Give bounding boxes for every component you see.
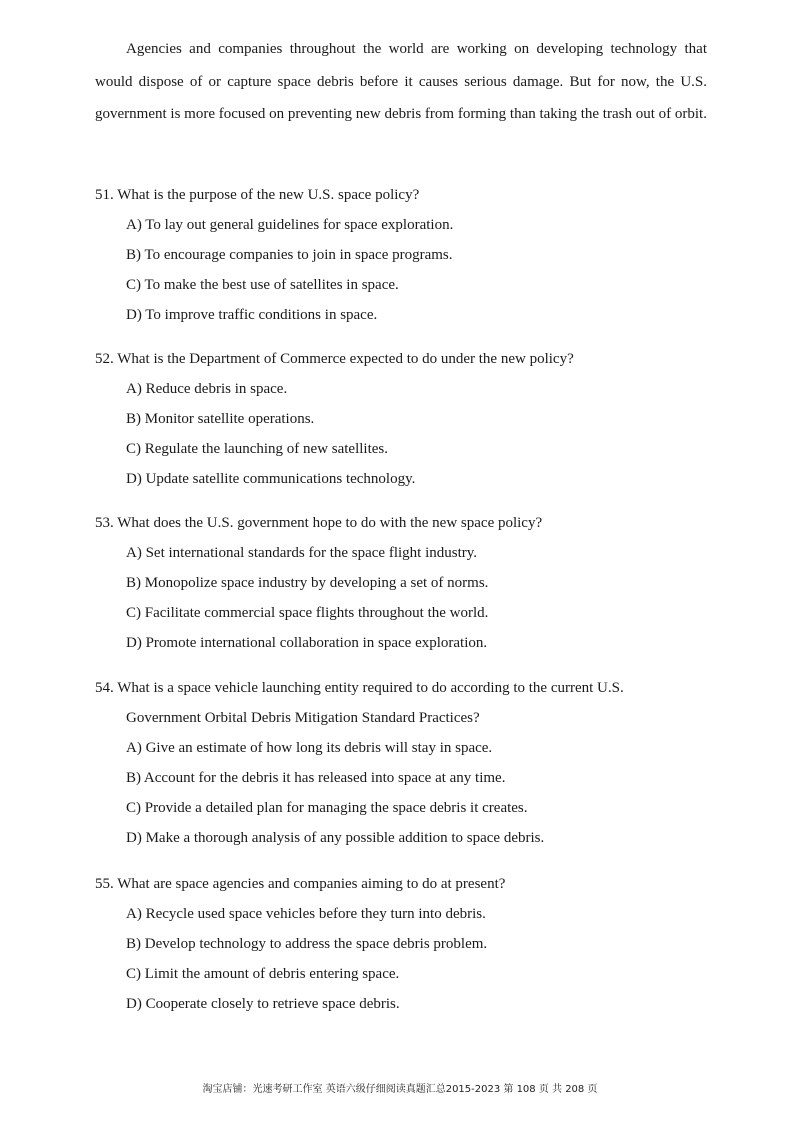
question-stem: 55. What are space agencies and companies aiming to do at present? bbox=[95, 876, 506, 892]
option-d: D) Cooperate closely to retrieve space debris. bbox=[126, 996, 400, 1012]
option-a: A) Reduce debris in space. bbox=[126, 381, 288, 397]
question-stem: 51. What is the purpose of the new U.S. space policy? bbox=[95, 187, 420, 203]
page-footer: 淘宝店铺：光速考研工作室 英语六级仔细阅读真题汇总2015-2023 第 108 页 共 208 页 bbox=[202, 1084, 598, 1095]
option-b: B) To encourage companies to join in space programs. bbox=[126, 247, 453, 263]
option-d: D) To improve traffic conditions in space. bbox=[126, 307, 378, 323]
option-c: C) To make the best use of satellites in space. bbox=[126, 277, 399, 293]
option-b: B) Develop technology to address the space debris problem. bbox=[126, 936, 488, 952]
question-55 bbox=[95, 869, 707, 1019]
option-a: A) Set international standards for the space flight industry. bbox=[126, 545, 478, 561]
question-stem: 53. What does the U.S. government hope to do with the new space policy? bbox=[95, 515, 543, 531]
question-54 bbox=[95, 673, 707, 853]
option-b: B) Monitor satellite operations. bbox=[126, 411, 315, 427]
option-b: B) Monopolize space industry by developing a set of norms. bbox=[126, 575, 489, 591]
option-a: A) Give an estimate of how long its debris will stay in space. bbox=[126, 740, 493, 756]
option-c: C) Limit the amount of debris entering space. bbox=[126, 966, 400, 982]
question-stem-line-1: 54. What is a space vehicle launching entity required to do according to the current U.S. bbox=[95, 680, 624, 696]
question-stem-line-2: Government Orbital Debris Mitigation Standard Practices? bbox=[126, 710, 480, 726]
option-b: B) Account for the debris it has released into space at any time. bbox=[126, 770, 506, 786]
option-d: D) Promote international collaboration in space exploration. bbox=[126, 635, 488, 651]
question-51 bbox=[95, 180, 707, 330]
option-c: C) Provide a detailed plan for managing the space debris it creates. bbox=[126, 800, 528, 816]
question-stem: 52. What is the Department of Commerce expected to do under the new policy? bbox=[95, 351, 574, 367]
option-a: A) To lay out general guidelines for space exploration. bbox=[126, 217, 454, 233]
option-c: C) Facilitate commercial space flights throughout the world. bbox=[126, 605, 489, 621]
option-a: A) Recycle used space vehicles before they turn into debris. bbox=[126, 906, 486, 922]
question-stem bbox=[95, 673, 707, 733]
question-53 bbox=[95, 508, 707, 658]
option-d: D) Make a thorough analysis of any possible addition to space debris. bbox=[126, 830, 545, 846]
option-d: D) Update satellite communications technology. bbox=[126, 471, 416, 487]
question-52 bbox=[95, 344, 707, 494]
passage-text: Agencies and companies throughout the world are working on developing technology that would dispose of or capture space debris before it causes serious damage. But for now, the U.S. government is more focused on preventing new debris from forming than taking the trash out of orbit. bbox=[95, 41, 707, 122]
option-c: C) Regulate the launching of new satellites. bbox=[126, 441, 389, 457]
passage-paragraph bbox=[95, 33, 707, 131]
